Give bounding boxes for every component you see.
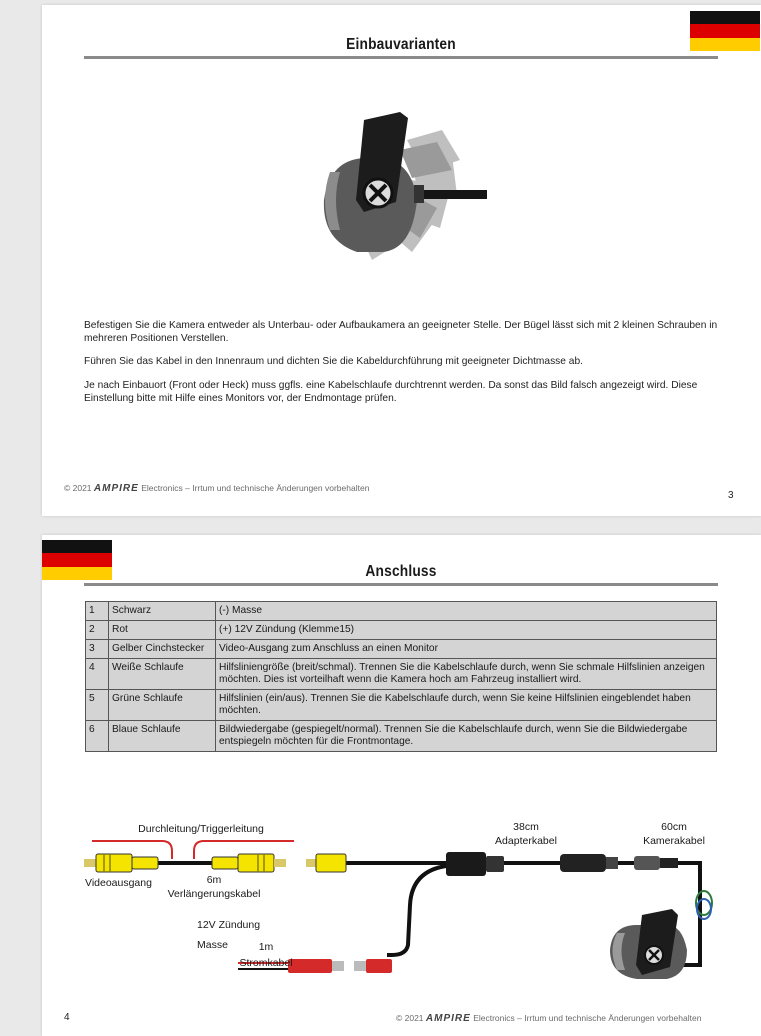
table-row: [86, 640, 717, 659]
cable-name: Grüne Schlaufe: [109, 690, 216, 721]
table-row: [86, 659, 717, 690]
cable-description: (-) Masse: [216, 602, 717, 621]
copyright-text: © 2021: [396, 1013, 424, 1023]
page-number: 3: [728, 490, 734, 501]
table-row: [86, 621, 717, 640]
cable-name: Schwarz: [109, 602, 216, 621]
page-footer: [396, 1013, 701, 1024]
german-flag-icon: [42, 540, 112, 580]
label-ignition: 12V Zündung: [197, 919, 261, 931]
manual-page-4: [42, 535, 761, 1036]
label-power-length: 1m: [258, 941, 274, 953]
row-number: 6: [86, 721, 109, 752]
cable-name: Blaue Schlaufe: [109, 721, 216, 752]
label-power-cable: Stromkabel: [239, 957, 293, 969]
paragraph-cable-routing: Führen Sie das Kabel in den Innenraum und dichten Sie die Kabeldurchführung mit geeigneter Dichtmasse ab.: [84, 356, 583, 367]
connection-table: [85, 601, 717, 752]
copyright-text: © 2021: [64, 483, 92, 493]
label-extension-length: 6m: [206, 874, 222, 886]
page-heading: Einbauvarianten: [346, 36, 456, 53]
heading-rule: [84, 583, 718, 586]
label-ground: Masse: [197, 939, 228, 951]
row-number: 1: [86, 602, 109, 621]
label-video-output: Videoausgang: [85, 877, 152, 889]
label-adapter-cable: Adapterkabel: [495, 835, 557, 847]
table-row: [86, 602, 717, 621]
label-trigger-wire: Durchleitung/Triggerleitung: [138, 823, 264, 835]
footer-disclaimer: Electronics – Irrtum und technische Änderungen vorbehalten: [141, 483, 370, 493]
heading-rule: [84, 56, 718, 59]
row-number: 4: [86, 659, 109, 690]
wiring-diagram: [82, 825, 722, 995]
page-number: 4: [64, 1012, 70, 1023]
table-row: [86, 721, 717, 752]
cable-description: Bildwiedergabe (gespiegelt/normal). Trennen Sie die Kabelschlaufe durch, wenn Sie die Bildwiedergabe entspiegeln möchten für die Frontmontage.: [216, 721, 717, 752]
brand-logo: AMPIRE: [93, 483, 139, 494]
manual-page-3: [42, 5, 761, 516]
german-flag-icon: [690, 11, 760, 51]
camera-mount-illustration: [312, 110, 492, 280]
paragraph-loop-setting: Je nach Einbauort (Front oder Heck) muss ggfls. eine Kabelschlaufe durchtrennt werden. Da sonst das Bild falsch angezeigt wird. Diese Einstellung bitte mit Hilfe eines Monitors vor, der Endmontage prüfen.: [84, 380, 698, 404]
cable-description: Hilfsliniengröße (breit/schmal). Trennen Sie die Kabelschlaufe durch, wenn Sie schmale Hilfslinien anzeigen möchten. Dies ist vorteilhaft wenn die Kamera hoch am Fahrzeug installiert wird.: [216, 659, 717, 690]
table-row: [86, 690, 717, 721]
cable-name: Weiße Schlaufe: [109, 659, 216, 690]
cable-description: Video-Ausgang zum Anschluss an einen Monitor: [216, 640, 717, 659]
page-footer: [64, 483, 369, 494]
paragraph-mounting: Befestigen Sie die Kamera entweder als Unterbau- oder Aufbaukamera an geeigneter Stelle. Der Bügel lässt sich mit 2 kleinen Schrauben in mehreren Positionen Verstellen.: [84, 320, 718, 344]
row-number: 5: [86, 690, 109, 721]
cable-name: Rot: [109, 621, 216, 640]
footer-disclaimer: Electronics – Irrtum und technische Änderungen vorbehalten: [473, 1013, 702, 1023]
cable-name: Gelber Cinchstecker: [109, 640, 216, 659]
label-camera-length: 60cm: [661, 821, 687, 833]
cable-description: Hilfslinien (ein/aus). Trennen Sie die Kabelschlaufe durch, wenn Sie keine Hilfslinien eingeblendet haben möchten.: [216, 690, 717, 721]
label-extension-cable: Verlängerungskabel: [167, 888, 261, 900]
brand-logo: AMPIRE: [425, 1013, 471, 1024]
label-adapter-length: 38cm: [513, 821, 539, 833]
row-number: 3: [86, 640, 109, 659]
label-camera-cable: Kamerakabel: [643, 835, 705, 847]
row-number: 2: [86, 621, 109, 640]
cable-description: (+) 12V Zündung (Klemme15): [216, 621, 717, 640]
page-heading: Anschluss: [365, 563, 437, 580]
